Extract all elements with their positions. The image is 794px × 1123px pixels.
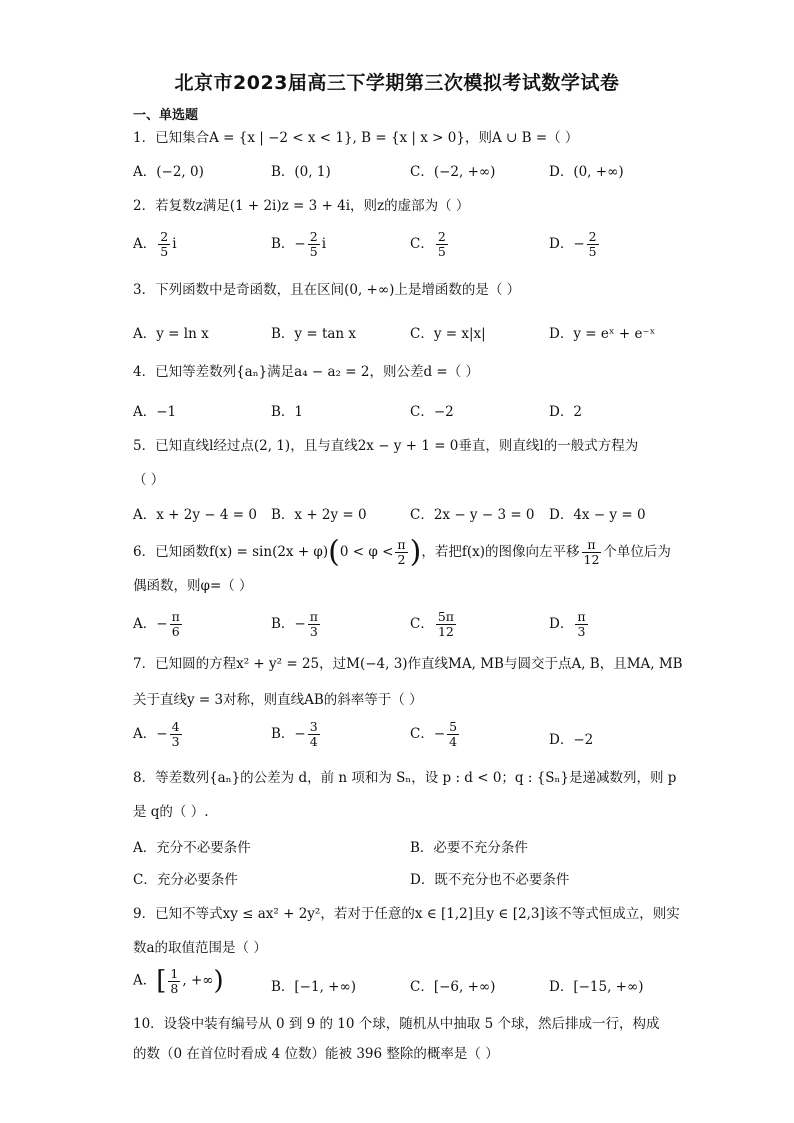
q8-option-b[interactable]: B．必要不充分条件: [410, 840, 528, 856]
q5-option-d[interactable]: D．4x − y = 0: [549, 507, 646, 523]
q6-d-prefix: D．: [549, 616, 574, 632]
question-6: [133, 534, 671, 570]
q6-a-num: π: [171, 609, 180, 624]
q2-option-b[interactable]: [271, 230, 326, 259]
q3-option-a[interactable]: A．y = ln x: [133, 326, 209, 342]
q6-d-fraction: [575, 610, 587, 639]
question-4: 4．已知等差数列{aₙ}满足a₄ − a₂ = 2，则公差d =（ ）: [133, 364, 479, 380]
q4-option-b[interactable]: B．1: [271, 404, 304, 420]
q9-a-fraction: [168, 967, 180, 996]
q9-a-suffix: , +∞: [182, 972, 214, 989]
q9-a-left-bracket: [: [156, 966, 167, 996]
question-7-line2: 关于直线y = 3对称，则直线AB的斜率等于（ ）: [133, 692, 423, 708]
q6-pi-num: π: [397, 537, 406, 552]
q2-c-prefix: C．: [410, 236, 434, 252]
question-9: 9．已知不等式xy ≤ ax² + 2y²，若对于任意的x ∈ [1,2]且y ∈ [2,3]该不等式恒成立，则实: [133, 906, 680, 922]
q2-a-den: 5: [160, 244, 169, 259]
q6-text-a: 6．已知函数f(x) = sin(2x + φ): [133, 544, 329, 560]
q2-d-fraction: [587, 230, 599, 259]
q7-b-den: 4: [309, 734, 318, 749]
question-5-line2: （ ）: [133, 472, 165, 488]
q2-a-prefix: A．: [133, 236, 157, 252]
q6-option-a[interactable]: [133, 610, 184, 639]
q4-option-d[interactable]: D．2: [549, 404, 582, 420]
question-8: 8．等差数列{aₙ}的公差为 d，前 n 项和为 Sₙ，设 p : d < 0；q : {Sₙ}是递减数列，则 p: [133, 770, 677, 786]
q7-option-b[interactable]: [271, 720, 322, 749]
q7-option-d[interactable]: D．−2: [549, 732, 594, 748]
q2-option-a[interactable]: [133, 230, 177, 259]
q7-option-c[interactable]: [410, 720, 461, 749]
q3-option-d[interactable]: D．y = eˣ + e⁻ˣ: [549, 326, 656, 342]
q1-option-d[interactable]: D．(0, +∞): [549, 164, 624, 180]
q6-pi-fraction: [395, 538, 407, 567]
q2-d-num: 2: [588, 229, 597, 244]
q4-option-a[interactable]: A．−1: [133, 404, 177, 420]
q9-a-den: 8: [170, 980, 179, 996]
q2-a-fraction: [158, 230, 170, 259]
q5-option-b[interactable]: B．x + 2y = 0: [271, 507, 367, 523]
q6-pi-den: 2: [397, 552, 406, 567]
q2-b-num: 2: [309, 229, 318, 244]
q2-d-prefix: D．−: [549, 236, 585, 252]
q2-a-num: 2: [160, 229, 169, 244]
q2-d-den: 5: [588, 244, 597, 259]
q7-b-num: 3: [309, 719, 318, 734]
q9-option-d[interactable]: D．[−15, +∞): [549, 979, 644, 995]
q6-d-num: π: [577, 609, 586, 624]
q7-a-prefix: A．−: [133, 726, 168, 742]
q7-a-num: 4: [171, 719, 180, 734]
q2-c-den: 5: [437, 244, 446, 259]
q7-c-fraction: [447, 720, 459, 749]
q2-c-num: 2: [437, 229, 446, 244]
q4-option-c[interactable]: C．−2: [410, 404, 454, 420]
q8-option-d[interactable]: D．既不充分也不必要条件: [410, 872, 570, 888]
q2-c-fraction: [436, 230, 448, 259]
q7-c-den: 4: [449, 734, 458, 749]
q9-option-a[interactable]: [133, 966, 224, 996]
q9-a-prefix: A．: [133, 972, 157, 989]
q6-shift-num: π: [582, 538, 602, 553]
question-5: 5．已知直线l经过点(2, 1)，且与直线2x − y + 1 = 0垂直，则直线l的一般式方程为: [133, 438, 639, 454]
q5-option-a[interactable]: A．x + 2y − 4 = 0: [133, 507, 257, 523]
q7-option-a[interactable]: [133, 720, 184, 749]
q2-option-d[interactable]: [549, 230, 601, 259]
q6-c-num: 5π: [437, 609, 455, 624]
q6-b-num: π: [309, 609, 318, 624]
q9-option-c[interactable]: C．[−6, +∞): [410, 979, 496, 995]
q8-option-a[interactable]: A．充分不必要条件: [133, 840, 251, 856]
question-10-line2: 的数（0 在首位时看成 4 位数）能被 396 整除的概率是（ ）: [133, 1046, 499, 1062]
q2-b-prefix: B．−: [271, 236, 306, 252]
q6-shift-den: 12: [583, 552, 600, 567]
q6-option-b[interactable]: [271, 610, 322, 639]
q2-b-fraction: [308, 230, 320, 259]
q9-a-num: 1: [170, 965, 179, 981]
q1-option-b[interactable]: B．(0, 1): [271, 164, 331, 180]
q6-a-prefix: A．−: [133, 616, 168, 632]
section-heading: 一、单选题: [133, 108, 199, 123]
q7-c-num: 5: [449, 719, 458, 734]
question-8-line2: 是 q的（ ）.: [133, 804, 209, 820]
q6-c-fraction: [436, 610, 456, 639]
q6-option-d[interactable]: [549, 610, 590, 639]
q2-option-c[interactable]: [410, 230, 450, 259]
q6-text-c: ，若把f(x)的图像向左平移: [421, 544, 580, 560]
q8-option-c[interactable]: C．充分必要条件: [133, 872, 238, 888]
question-6-line2: 偶函数，则φ=（ ）: [133, 578, 253, 594]
q6-text-d: 个单位后为: [603, 544, 671, 560]
question-9-line2: 数a的取值范围是（ ）: [133, 940, 267, 956]
q6-left-paren: (: [328, 534, 340, 570]
question-1: 1．已知集合A = {x | −2 < x < 1}, B = {x | x > 0}，则A ∪ B =（ ）: [133, 130, 579, 146]
q6-a-fraction: [170, 610, 182, 639]
q5-option-c[interactable]: C．2x − y − 3 = 0: [410, 507, 535, 523]
q6-option-c[interactable]: [410, 610, 458, 639]
q1-option-a[interactable]: A．(−2, 0): [133, 164, 204, 180]
q6-shift-fraction: [582, 538, 602, 567]
q2-b-den: 5: [309, 244, 318, 259]
q3-option-c[interactable]: C．y = x|x|: [410, 326, 486, 342]
q6-b-prefix: B．−: [271, 616, 306, 632]
question-10: 10．设袋中装有编号从 0 到 9 的 10 个球，随机从中抽取 5 个球，然后排成一行，构成: [133, 1016, 660, 1032]
q6-text-b: 0 < φ <: [339, 544, 394, 560]
q7-b-prefix: B．−: [271, 726, 306, 742]
question-7: 7．已知圆的方程x² + y² = 25，过M(−4, 3)作直线MA, MB与圆交于点A, B，且MA, MB: [133, 656, 683, 672]
q7-a-fraction: [170, 720, 182, 749]
q2-a-suffix: i: [172, 236, 177, 252]
q3-option-b[interactable]: B．y = tan x: [271, 326, 357, 342]
q6-b-den: 3: [309, 624, 318, 639]
q7-a-den: 3: [171, 734, 180, 749]
q7-b-fraction: [308, 720, 320, 749]
q6-b-fraction: [308, 610, 320, 639]
q6-a-den: 6: [171, 624, 180, 639]
q6-c-den: 12: [437, 624, 454, 639]
q6-c-prefix: C．: [410, 616, 434, 632]
question-2: 2．若复数z满足(1 + 2i)z = 3 + 4i，则z的虚部为（ ）: [133, 198, 470, 214]
q9-option-b[interactable]: B．[−1, +∞): [271, 979, 356, 995]
q6-d-den: 3: [577, 624, 586, 639]
exam-title: 北京市2023届高三下学期第三次模拟考试数学试卷: [174, 72, 620, 94]
q6-right-paren: ): [409, 534, 422, 570]
q2-b-suffix: i: [321, 236, 327, 252]
q1-option-c[interactable]: C．(−2, +∞): [410, 164, 496, 180]
q9-a-right-paren: ): [213, 966, 224, 996]
question-3: 3．下列函数中是奇函数，且在区间(0, +∞)上是增函数的是（ ）: [133, 282, 521, 298]
q7-c-prefix: C．−: [410, 726, 446, 742]
